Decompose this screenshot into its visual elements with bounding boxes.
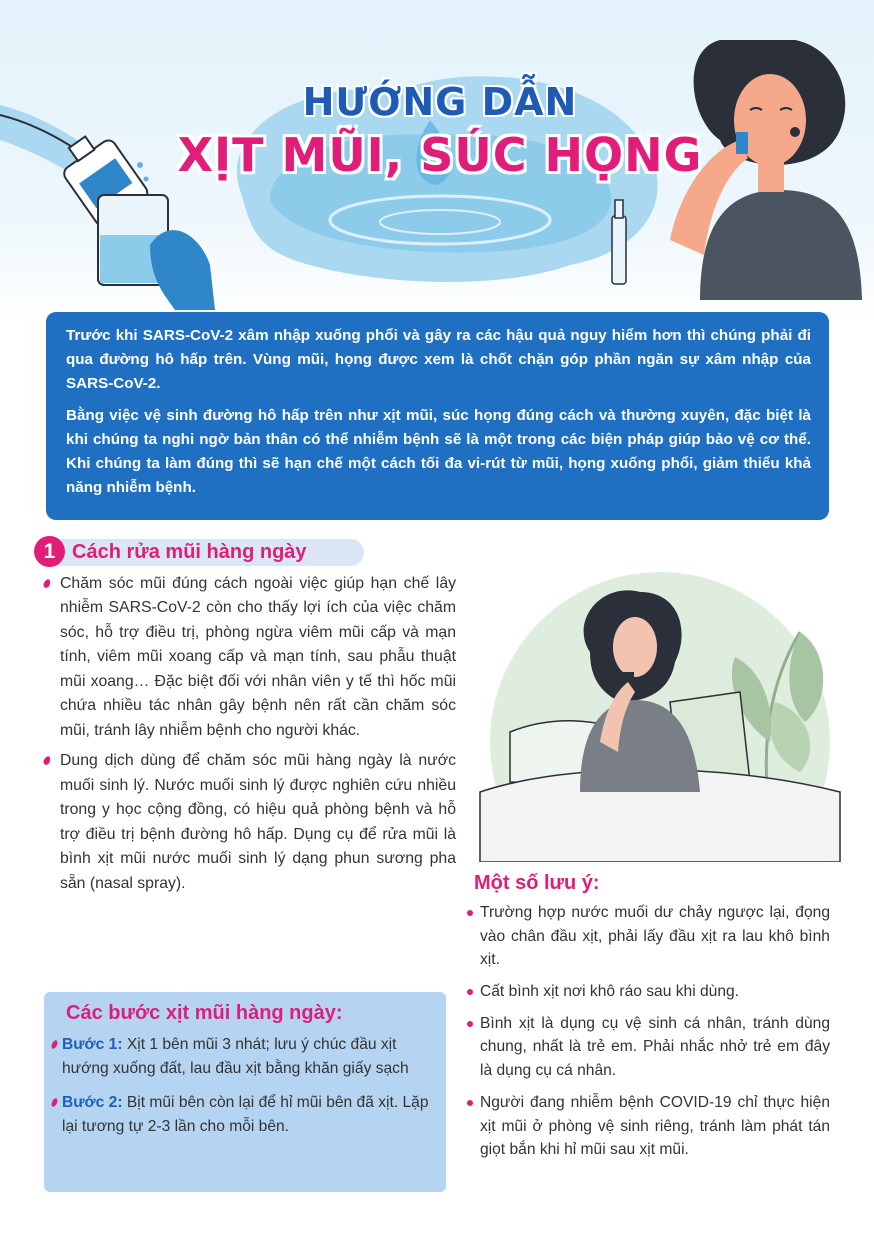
nasal-spray-bottle-icon — [612, 216, 626, 284]
note-text: Bình xịt là dụng cụ vệ sinh cá nhân, tránh dùng chung, nhất là trẻ em. Phải nhắc nhở trẻ em đây là dụng cụ cá nhân. — [480, 1014, 830, 1080]
step-label: Bước 1: — [62, 1036, 123, 1053]
step-text: Bịt mũi bên còn lại để hỉ mũi bên đã xịt. Lặp lại tương tự 2-3 lần cho mỗi bên. — [62, 1094, 429, 1136]
title-block — [170, 80, 710, 182]
step-text: Xịt 1 bên mũi 3 nhát; lưu ý chúc đầu xịt hướng xuống đất, lau đầu xịt bằng khăn giấy sạch — [62, 1036, 409, 1078]
bullet-icon — [42, 756, 51, 767]
list-item — [466, 980, 830, 1004]
list-item — [42, 749, 456, 896]
step-label: Bước 2: — [62, 1094, 123, 1112]
bullet-icon — [42, 578, 51, 589]
page-title-line1: HƯỚNG DẪN — [302, 80, 578, 124]
section-title: Cách rửa mũi hàng ngày — [72, 541, 307, 563]
list-item — [466, 901, 830, 972]
step-item — [62, 1091, 430, 1139]
note-text: Trường hợp nước muối dư chảy ngược lại, đọng vào chân đầu xịt, phải lấy đầu xịt ra lau khô bình xịt. — [480, 904, 830, 969]
intro-box — [46, 312, 829, 520]
steps-box — [44, 992, 446, 1192]
bullet-icon — [467, 989, 473, 995]
section-number-badge: 1 — [34, 536, 65, 567]
woman-in-bed-icon — [470, 562, 850, 862]
note-text: Cất bình xịt nơi khô ráo sau khi dùng. — [480, 983, 740, 1001]
bullet-icon — [50, 1098, 58, 1108]
bullet-text: Chăm sóc mũi đúng cách ngoài việc giúp hạn chế lây nhiễm SARS-CoV-2 còn cho thấy lợi ích của việc chăm sóc, hỗ trợ điều trị, phòng ngừa viêm mũi cấp và mạn tính, viêm mũi xoang cấp và mạn tính, sau phẫu thuật mũi xoang… Đặc biệt đối với nhân viên y tế thì hốc mũi chứa nhiều tác nhân gây bệnh nên rất cần chăm sóc mũi, tránh lây nhiễm bệnh cho người khác. — [60, 575, 456, 739]
intro-paragraph-1: Trước khi SARS-CoV-2 xâm nhập xuống phổi và gây ra các hậu quả nguy hiểm hơn thì chúng phải đi qua đường hô hấp trên. Vùng mũi, họng được xem là chốt chặn góp phần ngăn sự xâm nhập của SARS-CoV-2. — [66, 327, 811, 393]
notes-section — [466, 872, 830, 1170]
bullet-icon — [467, 1021, 473, 1027]
note-text: Người đang nhiễm bệnh COVID-19 chỉ thực hiện xịt mũi ở phòng vệ sinh riêng, tránh làm phát tán giọt bắn khi hỉ mũi sau xịt mũi. — [480, 1093, 830, 1159]
bullet-icon — [467, 910, 473, 916]
list-item — [42, 572, 456, 743]
bullet-text: Dung dịch dùng để chăm sóc mũi hàng ngày là nước muối sinh lý. Nước muối sinh lý được nghiên cứu nhiều trong y học cộng đồng, có hiệu quả phòng bệnh và hỗ trợ điều trị bệnh đường hô hấp. Dụng cụ để rửa mũi là bình xịt mũi nước muối sinh lý dạng phun sương pha sẵn (nasal spray). — [60, 752, 456, 892]
page-title-line2: XỊT MŨI, SÚC HỌNG — [177, 128, 703, 182]
list-item — [466, 1091, 830, 1162]
section-1-header — [34, 536, 364, 568]
section-1-bullets — [42, 572, 456, 902]
list-item — [466, 1012, 830, 1083]
bullet-icon — [467, 1100, 473, 1106]
steps-title: Các bước xịt mũi hàng ngày: — [66, 1002, 343, 1024]
notes-title: Một số lưu ý: — [474, 872, 600, 894]
intro-paragraph-2: Bằng việc vệ sinh đường hô hấp trên như xịt mũi, súc họng đúng cách và thường xuyên, đặc biệt là khi chúng ta nghi ngờ bản thân có thể nhiễm bệnh sẽ là một trong các biện pháp giúp bảo vệ cơ thể. Khi chúng ta làm đúng thì sẽ hạn chế một cách tối đa vi-rút từ mũi, họng xuống phổi, giảm thiểu khả năng nhiễm bệnh. — [66, 407, 811, 497]
bullet-icon — [50, 1039, 58, 1049]
step-item — [62, 1033, 430, 1081]
